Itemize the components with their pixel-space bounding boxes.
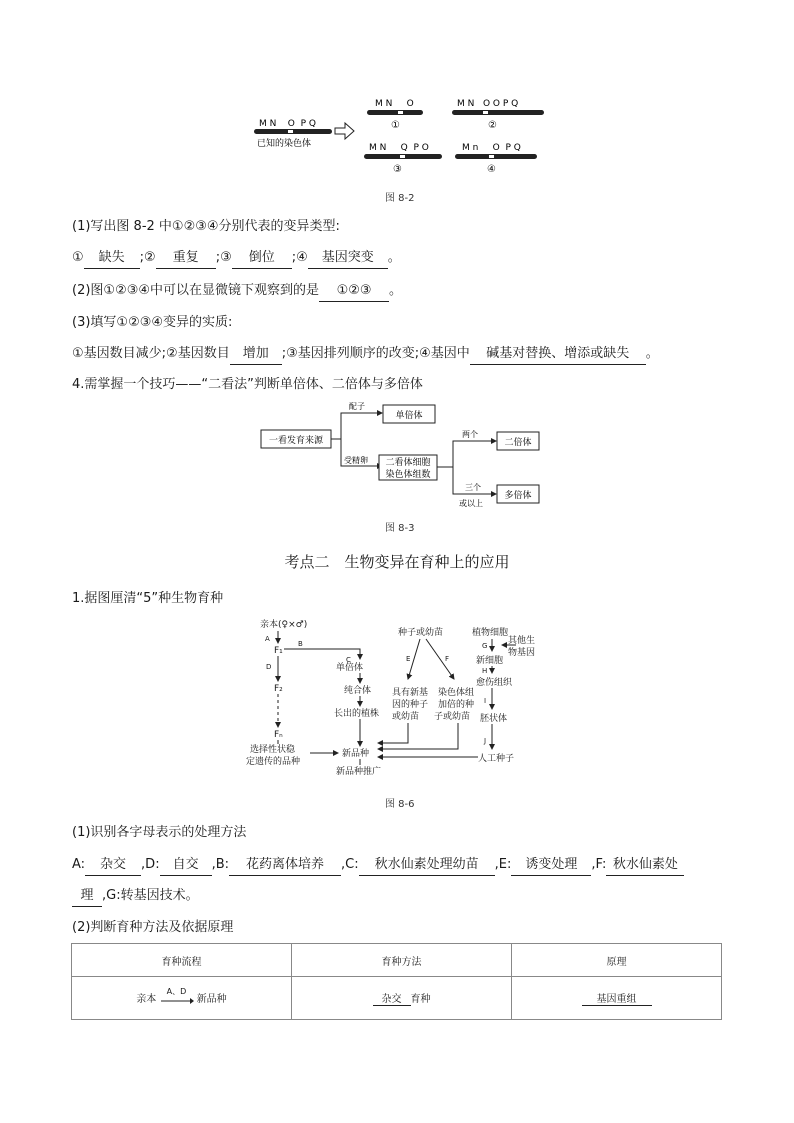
cell-method (292, 977, 512, 1020)
flow-left: 亲本 (136, 994, 157, 1005)
e-line3: 或幼苗 (392, 712, 420, 722)
flow-right: 新品种 (196, 994, 227, 1005)
q3-prefix-2: ;③基因排列顺序的改变;④基因中 (281, 346, 470, 361)
label-C: C (346, 656, 351, 664)
q4-text: (1)识别各字母表示的处理方法 (72, 825, 247, 840)
header-flow: 育种流程 (72, 944, 292, 977)
c3-centromere (400, 155, 405, 158)
figure-8-2 (245, 90, 555, 185)
c2-centromere (483, 111, 488, 114)
label-G: G (482, 642, 488, 650)
q4-prefix-D: ,D: (141, 857, 160, 872)
known-centromere (288, 130, 293, 133)
three-line1: 三个 (465, 483, 481, 492)
flow-label: A、D (166, 987, 187, 996)
answer-E: 诱变处理 (511, 855, 591, 876)
q4-prefix-F: ,F: (591, 857, 607, 872)
label-A: A (265, 635, 270, 643)
e-line1: 具有新基 (392, 688, 429, 698)
answer-B: 花药离体培养 (229, 855, 341, 876)
branch-lines-2 (437, 441, 491, 494)
callus-label: 愈伤组织 (476, 678, 513, 688)
cell-principle (512, 977, 722, 1020)
gamete-label: 配子 (349, 402, 365, 411)
figure-8-3-caption: 图 8-3 (385, 523, 415, 534)
arrow-head-1 (377, 410, 383, 416)
c4-number: ④ (487, 164, 496, 175)
answer-F-part2: 理 (72, 886, 102, 907)
zygote-label: 受精卵 (344, 456, 368, 465)
polyploid-label: 多倍体 (504, 491, 532, 501)
c4-genes: M n O P Q (462, 143, 521, 153)
art-seed-label: 人工种子 (478, 754, 515, 764)
q4-prefix-G: ,G:转基因技术。 (102, 888, 199, 903)
second-look-line1: 二看体细胞 (385, 458, 431, 468)
header-method: 育种方法 (292, 944, 512, 977)
answer-F-part1: 秋水仙素处 (606, 855, 684, 876)
arrow-head-4 (491, 491, 497, 497)
c4-centromere (489, 155, 494, 158)
method-suffix: 育种 (410, 994, 431, 1005)
figure-8-3 (255, 400, 545, 512)
other-gene-line2: 物基因 (508, 648, 536, 658)
answer-C: 秋水仙素处理幼苗 (359, 855, 495, 876)
q4-prefix-E: ,E: (494, 857, 512, 872)
label-Fn: Fₙ (274, 730, 283, 740)
q4-prefix-B: ,B: (211, 857, 230, 872)
item1-text: 1.据图厘清“5”种生物育种 (72, 591, 224, 606)
q1-end: 。 (387, 250, 401, 265)
q3-text: (3)填写①②③④变异的实质: (72, 315, 233, 330)
c2-number: ② (488, 120, 497, 131)
label-I: I (484, 697, 487, 705)
arrow-head-3 (491, 438, 497, 444)
q4-prefix-C: ,C: (341, 857, 359, 872)
select-line1: 选择性状稳 (250, 745, 296, 755)
q2-text: (2)图①②③④中可以在显微镜下观察到的是 (72, 283, 320, 298)
header-principle: 原理 (512, 944, 722, 977)
known-label: 已知的染色体 (257, 139, 312, 149)
c1-centromere (398, 111, 403, 114)
q1-prefix-4: ;④ (291, 250, 308, 265)
c3-number: ③ (393, 164, 402, 175)
homo-label: 纯合体 (344, 686, 372, 696)
c1-number: ① (391, 120, 400, 131)
known-genes: M N O P Q (259, 119, 316, 129)
c2-genes: M N O O P Q (457, 99, 519, 109)
label-B: B (298, 640, 303, 648)
answer-A: 杂交 (85, 855, 141, 876)
answer-2: 重复 (156, 248, 216, 269)
answer-D: 自交 (160, 855, 212, 876)
c3-genes: M N Q P O (369, 143, 429, 153)
label-F1: F₁ (274, 646, 283, 656)
c2-chromosome (452, 110, 544, 115)
q2-answer: ①②③ (319, 281, 389, 302)
q3-answer-2: 碱基对替换、增添或缺失 (470, 344, 646, 365)
label-H: H (482, 667, 488, 675)
first-look-label: 一看发育来源 (268, 436, 324, 446)
c1-genes: M N O (375, 99, 414, 109)
label-D: D (266, 663, 272, 671)
haploid-label: 单倍体 (395, 411, 423, 421)
q2-end: 。 (389, 283, 403, 298)
cell-flow (72, 977, 292, 1020)
figure-8-2-caption: 图 8-2 (385, 193, 415, 204)
q4-answers-line2 (72, 886, 199, 907)
two-label: 两个 (462, 430, 478, 439)
answer-3: 倒位 (232, 248, 292, 269)
arrow-seed-f (426, 639, 454, 679)
section-title: 考点二 生物变异在育种上的应用 (284, 553, 510, 571)
q1-answers (72, 248, 401, 269)
q3-answers (72, 344, 659, 365)
plant-label: 长出的植株 (334, 709, 380, 719)
q3-prefix-1: ①基因数目减少;②基因数目 (72, 346, 230, 361)
arrow-icon (335, 123, 354, 139)
item4-text: 4.需掌握一个技巧——“二看法”判断单倍体、二倍体与多倍体 (72, 377, 423, 392)
three-line2: 或以上 (459, 499, 483, 508)
q3-answer-1: 增加 (230, 344, 282, 365)
method-answer: 杂交 (373, 990, 411, 1006)
q2-line (72, 281, 402, 302)
answer-1: 缺失 (84, 248, 140, 269)
answer-4: 基因突变 (308, 248, 388, 269)
c1-chromosome (367, 110, 423, 115)
q4-answers-line1 (72, 855, 684, 876)
e-line2: 因的种子 (392, 700, 429, 710)
f-line2: 加倍的种 (438, 700, 475, 710)
figure-8-6-caption: 图 8-6 (385, 799, 415, 810)
select-line2: 定遗传的品种 (246, 757, 301, 767)
promote-label: 新品种推广 (336, 767, 382, 777)
diploid-label: 二倍体 (504, 438, 532, 448)
newvar-label: 新品种 (342, 749, 370, 759)
flow-arrow (160, 987, 194, 1006)
parent-label: 亲本(♀×♂) (260, 620, 308, 630)
q1-text: (1)写出图 8-2 中①②③④分别代表的变异类型: (72, 219, 340, 234)
figure-8-6 (240, 615, 540, 785)
q1-prefix-3: ;③ (215, 250, 232, 265)
second-look-line2: 染色体组数 (385, 470, 431, 480)
label-F2: F₂ (274, 684, 283, 694)
c4-chromosome (455, 154, 537, 159)
arrow-e-newvar (378, 723, 408, 743)
q1-prefix-2: ;② (139, 250, 156, 265)
f-line3: 子或幼苗 (434, 712, 471, 722)
new-cell-label: 新细胞 (476, 656, 504, 666)
plant-cell-label: 植物细胞 (472, 628, 509, 638)
label-J: J (484, 737, 487, 745)
other-gene-line1: 其他生 (508, 636, 536, 646)
seed-label: 种子或幼苗 (398, 628, 444, 638)
label-F: F (445, 655, 450, 663)
f-line1: 染色体组 (438, 688, 475, 698)
q1-prefix-1: ① (72, 250, 84, 265)
principle-answer: 基因重组 (582, 990, 652, 1006)
q5-text: (2)判断育种方法及依据原理 (72, 920, 234, 935)
haploid-label: 单倍体 (336, 663, 364, 673)
embryo-label: 胚状体 (480, 714, 508, 724)
label-E: E (406, 655, 411, 663)
arrow-f-newvar (378, 723, 458, 749)
breeding-table (71, 943, 722, 1020)
q4-prefix-A: A: (72, 857, 86, 872)
q3-end: 。 (645, 346, 659, 361)
